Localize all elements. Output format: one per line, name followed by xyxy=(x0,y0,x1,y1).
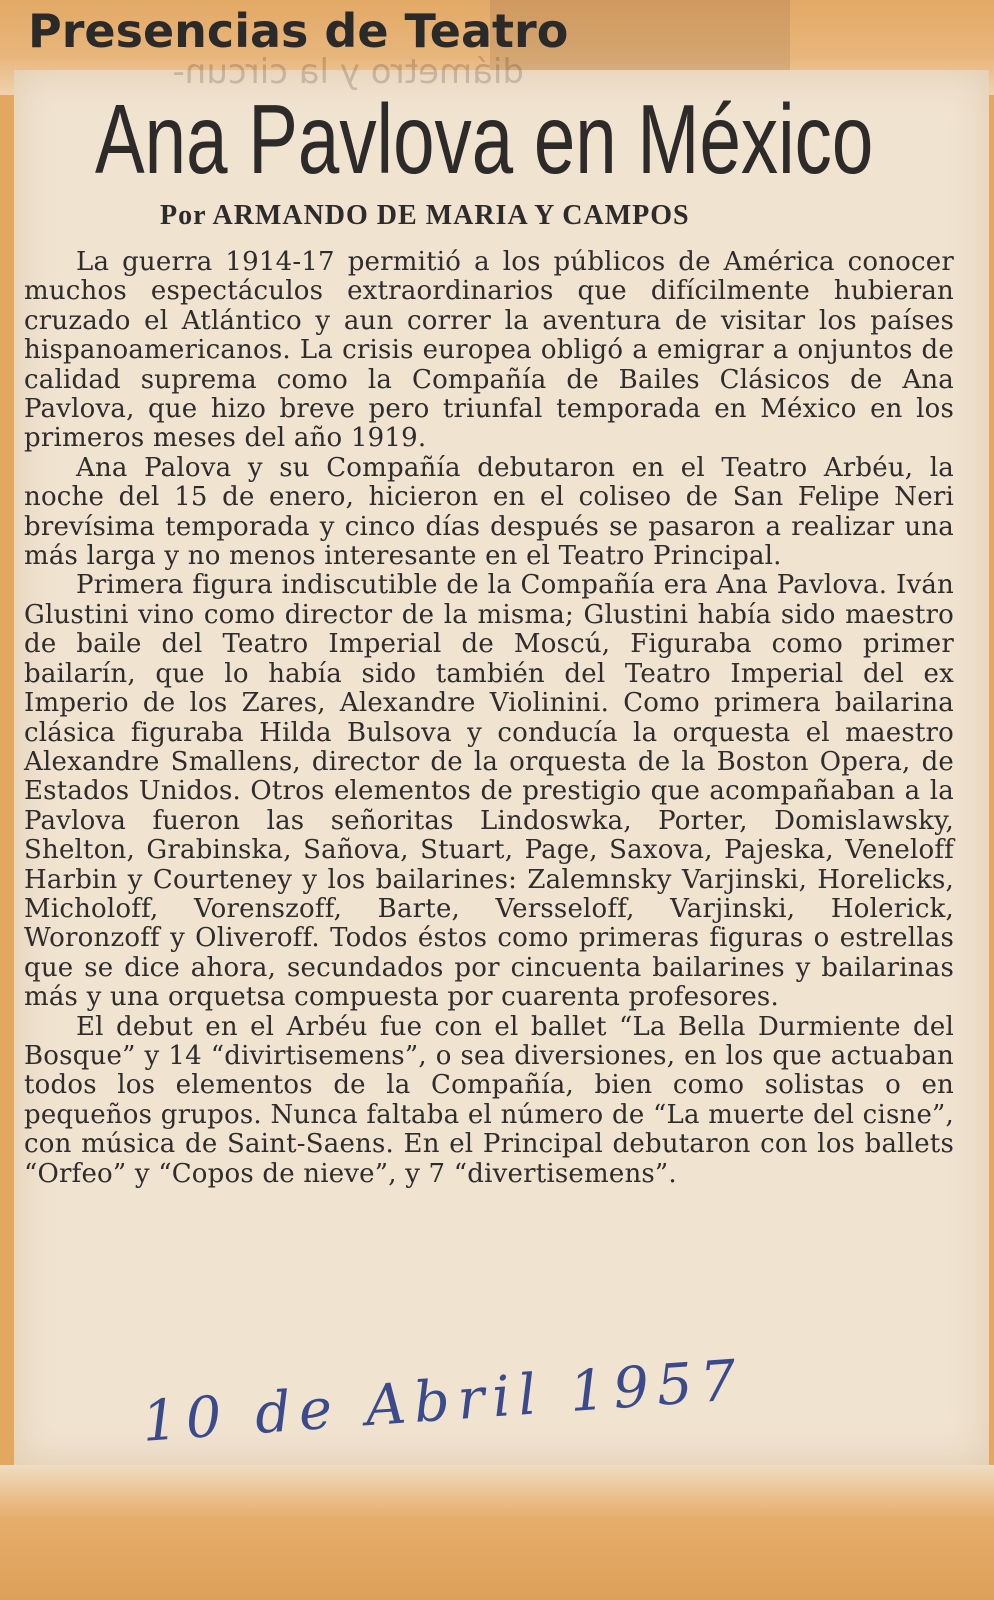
scan-background-bottom xyxy=(0,1465,994,1600)
paragraph: Primera figura indiscutible de la Compañía era Ana Pavlova. Iván Glustini vino como director de la misma; Glustini había sido maestro de baile del Teatro Imperial de Moscú, Figuraba como primer bailarín, que lo había sido también del Teatro Imperial del ex Imperio de los Zares, Alexandre Violinini. Como primera bailarina clásica figuraba Hilda Bulsova y conducía la orquesta el maestro Alexandre Smallens, director de la orquesta de la Boston Opera, de Estados Unidos. Otros elementos de prestigio que acompañaban a la Pavlova fueron las señoritas Lindoswka, Porter, Domislawsky, Shelton, Grabinska, Sañova, Stuart, Page, Saxova, Pajeska, Veneloff Harbin y Courteney y los bailarines: Zalemnsky Varjinski, Horelicks, Micholoff, Vorenszoff, Barte, Versseloff, Varjinski, Holerick, Woronzoff y Oliveroff. Todos éstos como primeras figuras o estrellas que se dice ahora, secundados por cincuenta bailarines y bailarinas más y una orquetsa compuesta por cuarenta profesores. xyxy=(24,570,954,1013)
paragraph: La guerra 1914-17 permitió a los públicos de América conocer muchos espectáculos extraordinarios que difícilmente hubieran cruzado el Atlántico y aun correr la aventura de visitar los países hispanoamericanos. La crisis europea obligó a emigrar a onjuntos de calidad suprema como la Compañía de Bailes Clásicos de Ana Pavlova, que hizo breve pero triunfal temporada en México en los primeros meses del año 1919. xyxy=(24,247,954,454)
article-body xyxy=(24,248,954,1408)
handwritten-date: 10 de Abril 1957 xyxy=(140,1347,747,1455)
byline: Por ARMANDO DE MARIA Y CAMPOS xyxy=(160,200,690,231)
section-heading: Presencias de Teatro xyxy=(28,4,569,58)
paragraph: Ana Palova y su Compañía debutaron en el Teatro Arbéu, la noche del 15 de enero, hicieron en el coliseo de San Felipe Neri brevísima temporada y cinco días después se pasaron a realizar una más larga y no menos interesante en el Teatro Principal. xyxy=(24,452,954,572)
paragraph: El debut en el Arbéu fue con el ballet “La Bella Durmiente del Bosque” y 14 “divirtisemens”, o sea diversiones, en los que actuaban todos los elementos de la Compañía, bien como solistas o en pequeños grupos. Nunca faltaba el número de “La muerte del cisne”, con música de Saint-Saens. En el Principal debutaron con los ballets “Orfeo” y “Copos de nieve”, y 7 “divertisemens”. xyxy=(24,1011,954,1189)
reverse-side-bleed-through: diámetro y la circun- xyxy=(172,52,524,92)
article-headline: Ana Pavlova en México xyxy=(95,84,874,194)
